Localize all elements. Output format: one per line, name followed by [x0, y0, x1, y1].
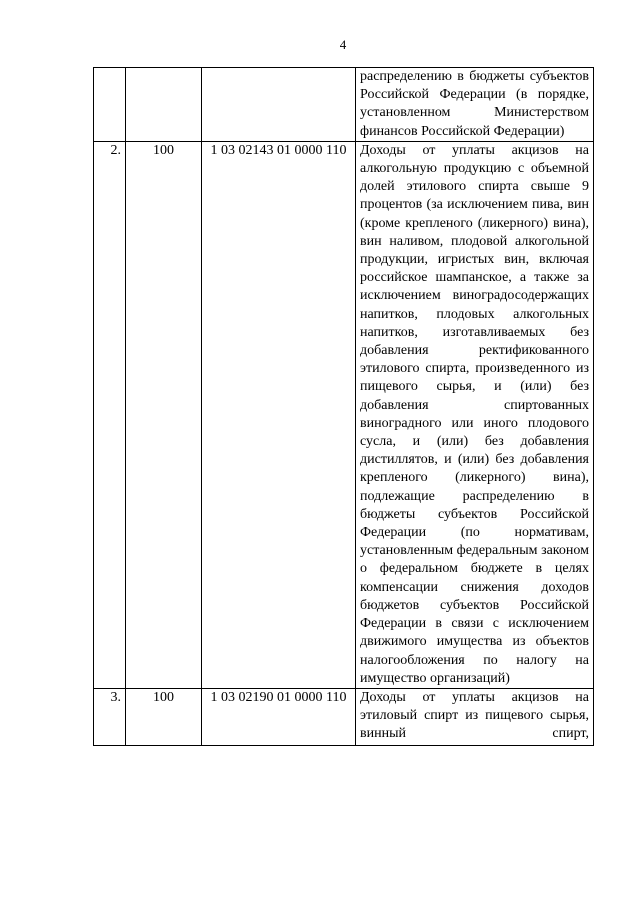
- admin-code-cell: [126, 68, 202, 142]
- row-number-cell: 2.: [94, 141, 126, 688]
- row-number-cell: 3.: [94, 688, 126, 745]
- table-row: [94, 141, 594, 688]
- admin-code-cell: 100: [126, 688, 202, 745]
- page-number: 4: [339, 37, 347, 52]
- description-cell: [356, 68, 594, 142]
- admin-code-cell: 100: [126, 141, 202, 688]
- row-number-cell: [94, 68, 126, 142]
- kbk-code-cell: [202, 68, 356, 142]
- description-text: Доходы от уплаты акцизов на этиловый спирт из пищевого сырья, винный спирт,: [360, 689, 589, 742]
- table-row: [94, 688, 594, 745]
- description-text: распределению в бюджеты субъектов Российской Федерации (в порядке, установленном Министерством финансов Российской Федерации): [360, 69, 589, 139]
- description-text: Доходы от уплаты акцизов на алкогольную продукцию с объемной долей этилового спирта свыше 9 процентов (за исключением пива, вин (кроме крепленого (ликерного) вина), вин наливом, плодовой алкогольной продукции, игристых вин, включая российское шампанское, а также за исключением виноградосодержащих напитков, плодовых алкогольных напитков, изготавливаемых без добавления ректификованного этилового спирта, произведенного из пищевого сырья, и (или) без добавления спиртованных виноградного или иного плодового сусла, и (или) без добавления дистиллятов, и (или) без добавления крепленого (ликерного) вина), подлежащие распределению в бюджеты субъектов Российской Федерации (по нормативам, установленным федеральным законом о федеральном бюджете в целях компенсации снижения доходов бюджетов субъектов Российской Федерации в связи с исключением движимого имущества из объектов налогообложения по налогу на имущество организаций): [360, 142, 589, 686]
- revenue-table: [93, 67, 594, 746]
- description-cell: [356, 141, 594, 688]
- table-row: [94, 68, 594, 142]
- kbk-code-cell: 1 03 02190 01 0000 110: [202, 688, 356, 745]
- kbk-code-cell: 1 03 02143 01 0000 110: [202, 141, 356, 688]
- description-cell: [356, 688, 594, 745]
